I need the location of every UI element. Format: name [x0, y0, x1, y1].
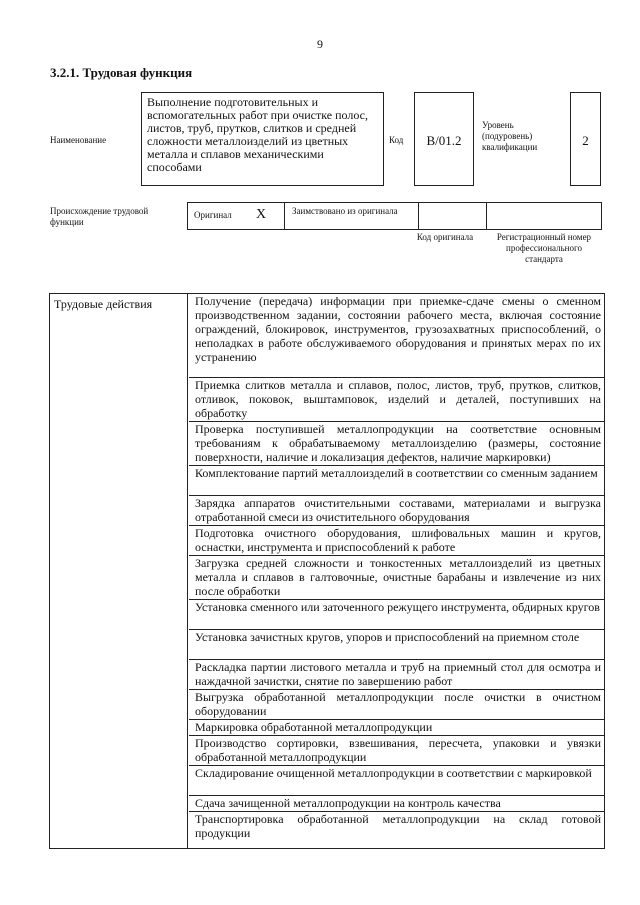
labor-action-item: Приемка слитков металла и сплавов, полос, листов, труб, прутков, слитков, отливок, поковок, выштамповок, изделий и деталей, поступивших на обработку: [189, 378, 605, 422]
code-label: Код: [389, 135, 404, 145]
code-value: В/01.2: [426, 133, 462, 148]
original-mark: Х: [256, 207, 267, 222]
labor-actions-table: [49, 293, 605, 849]
labor-action-item: Получение (передача) информации при приемке-сдаче смены о сменном производственном задании, состоянии рабочего места, включая состояние ограждений, блокировок, инструментов, грузозахватных приспособлений, о неполадках в работе обслуживаемого оборудования и принятых мерах по их устранению: [189, 294, 605, 378]
section-title: 3.2.1. Трудовая функция: [50, 65, 193, 80]
labor-action-item: Выгрузка обработанной металлопродукции после очистки в очистном оборудовании: [189, 690, 605, 720]
origin-divider: [486, 203, 487, 229]
code-original-label: Код оригинала: [416, 232, 474, 242]
name-text: Выполнение подготовительных и вспомогательных работ при очистке полос, листов, труб, прутков, слитков и средней сложности металлоизделий из цветных металла и сплавов механическими способами: [147, 95, 368, 174]
labor-actions-label: Трудовые действия: [54, 297, 153, 311]
labor-actions-list: [189, 294, 605, 842]
origin-row: [187, 202, 602, 230]
level-box: [570, 92, 601, 186]
page-number: 9: [317, 37, 323, 51]
name-label: Наименование: [50, 135, 107, 145]
labor-action-item: Проверка поступившей металлопродукции на соответствие основным требованиям к обрабатываемому металлоизделию (размеры, состояние поверхности, наличие и локализация дефектов, наличие маркировки): [189, 422, 605, 466]
labor-action-item: Комплектование партий металлоизделий в соответствии со сменным заданием: [189, 466, 605, 496]
labor-action-item: Подготовка очистного оборудования, шлифовальных машин и кругов, оснастки, инструмента и приспособлений к работе: [189, 526, 605, 556]
original-label: Оригинал: [194, 210, 232, 220]
table-divider: [187, 294, 188, 848]
code-box: [414, 92, 474, 186]
registration-number-label: Регистрационный номер профессионального стандарта: [496, 232, 592, 264]
labor-action-item: Сдача зачищенной металлопродукции на контроль качества: [189, 796, 605, 812]
labor-action-item: Установка сменного или заточенного режущего инструмента, обдирных кругов: [189, 600, 605, 630]
labor-action-item: Маркировка обработанной металлопродукции: [189, 720, 605, 736]
borrowed-label: Заимствовано из оригинала: [292, 206, 398, 216]
labor-action-item: Загрузка средней сложности и тонкостенных металлоизделий из цветных металла и сплавов в галтовочные, очистные барабаны и извлечение из них после обработки: [189, 556, 605, 600]
origin-divider: [284, 203, 285, 229]
labor-action-item: Зарядка аппаратов очистительными составами, материалами и выгрузка отработанной смеси из очистительного оборудования: [189, 496, 605, 526]
labor-action-item: Раскладка партии листового металла и труб на приемный стол для осмотра и наждачной зачистки, снятие по завершению работ: [189, 660, 605, 690]
origin-label: Происхождение трудовой функции: [50, 206, 149, 227]
name-box: [141, 92, 384, 186]
labor-action-item: Установка зачистных кругов, упоров и приспособлений на приемном столе: [189, 630, 605, 660]
level-label: Уровень (подуровень) квалификации: [482, 120, 538, 152]
labor-action-item: Транспортировка обработанной металлопродукции на склад готовой продукции: [195, 812, 601, 840]
labor-action-item: Производство сортировки, взвешивания, пересчета, упаковки и увязки обработанной металлопродукции: [189, 736, 605, 766]
level-value: 2: [582, 133, 589, 148]
origin-divider: [418, 203, 419, 229]
labor-action-item: Складирование очищенной металлопродукции в соответствии с маркировкой: [189, 766, 605, 796]
